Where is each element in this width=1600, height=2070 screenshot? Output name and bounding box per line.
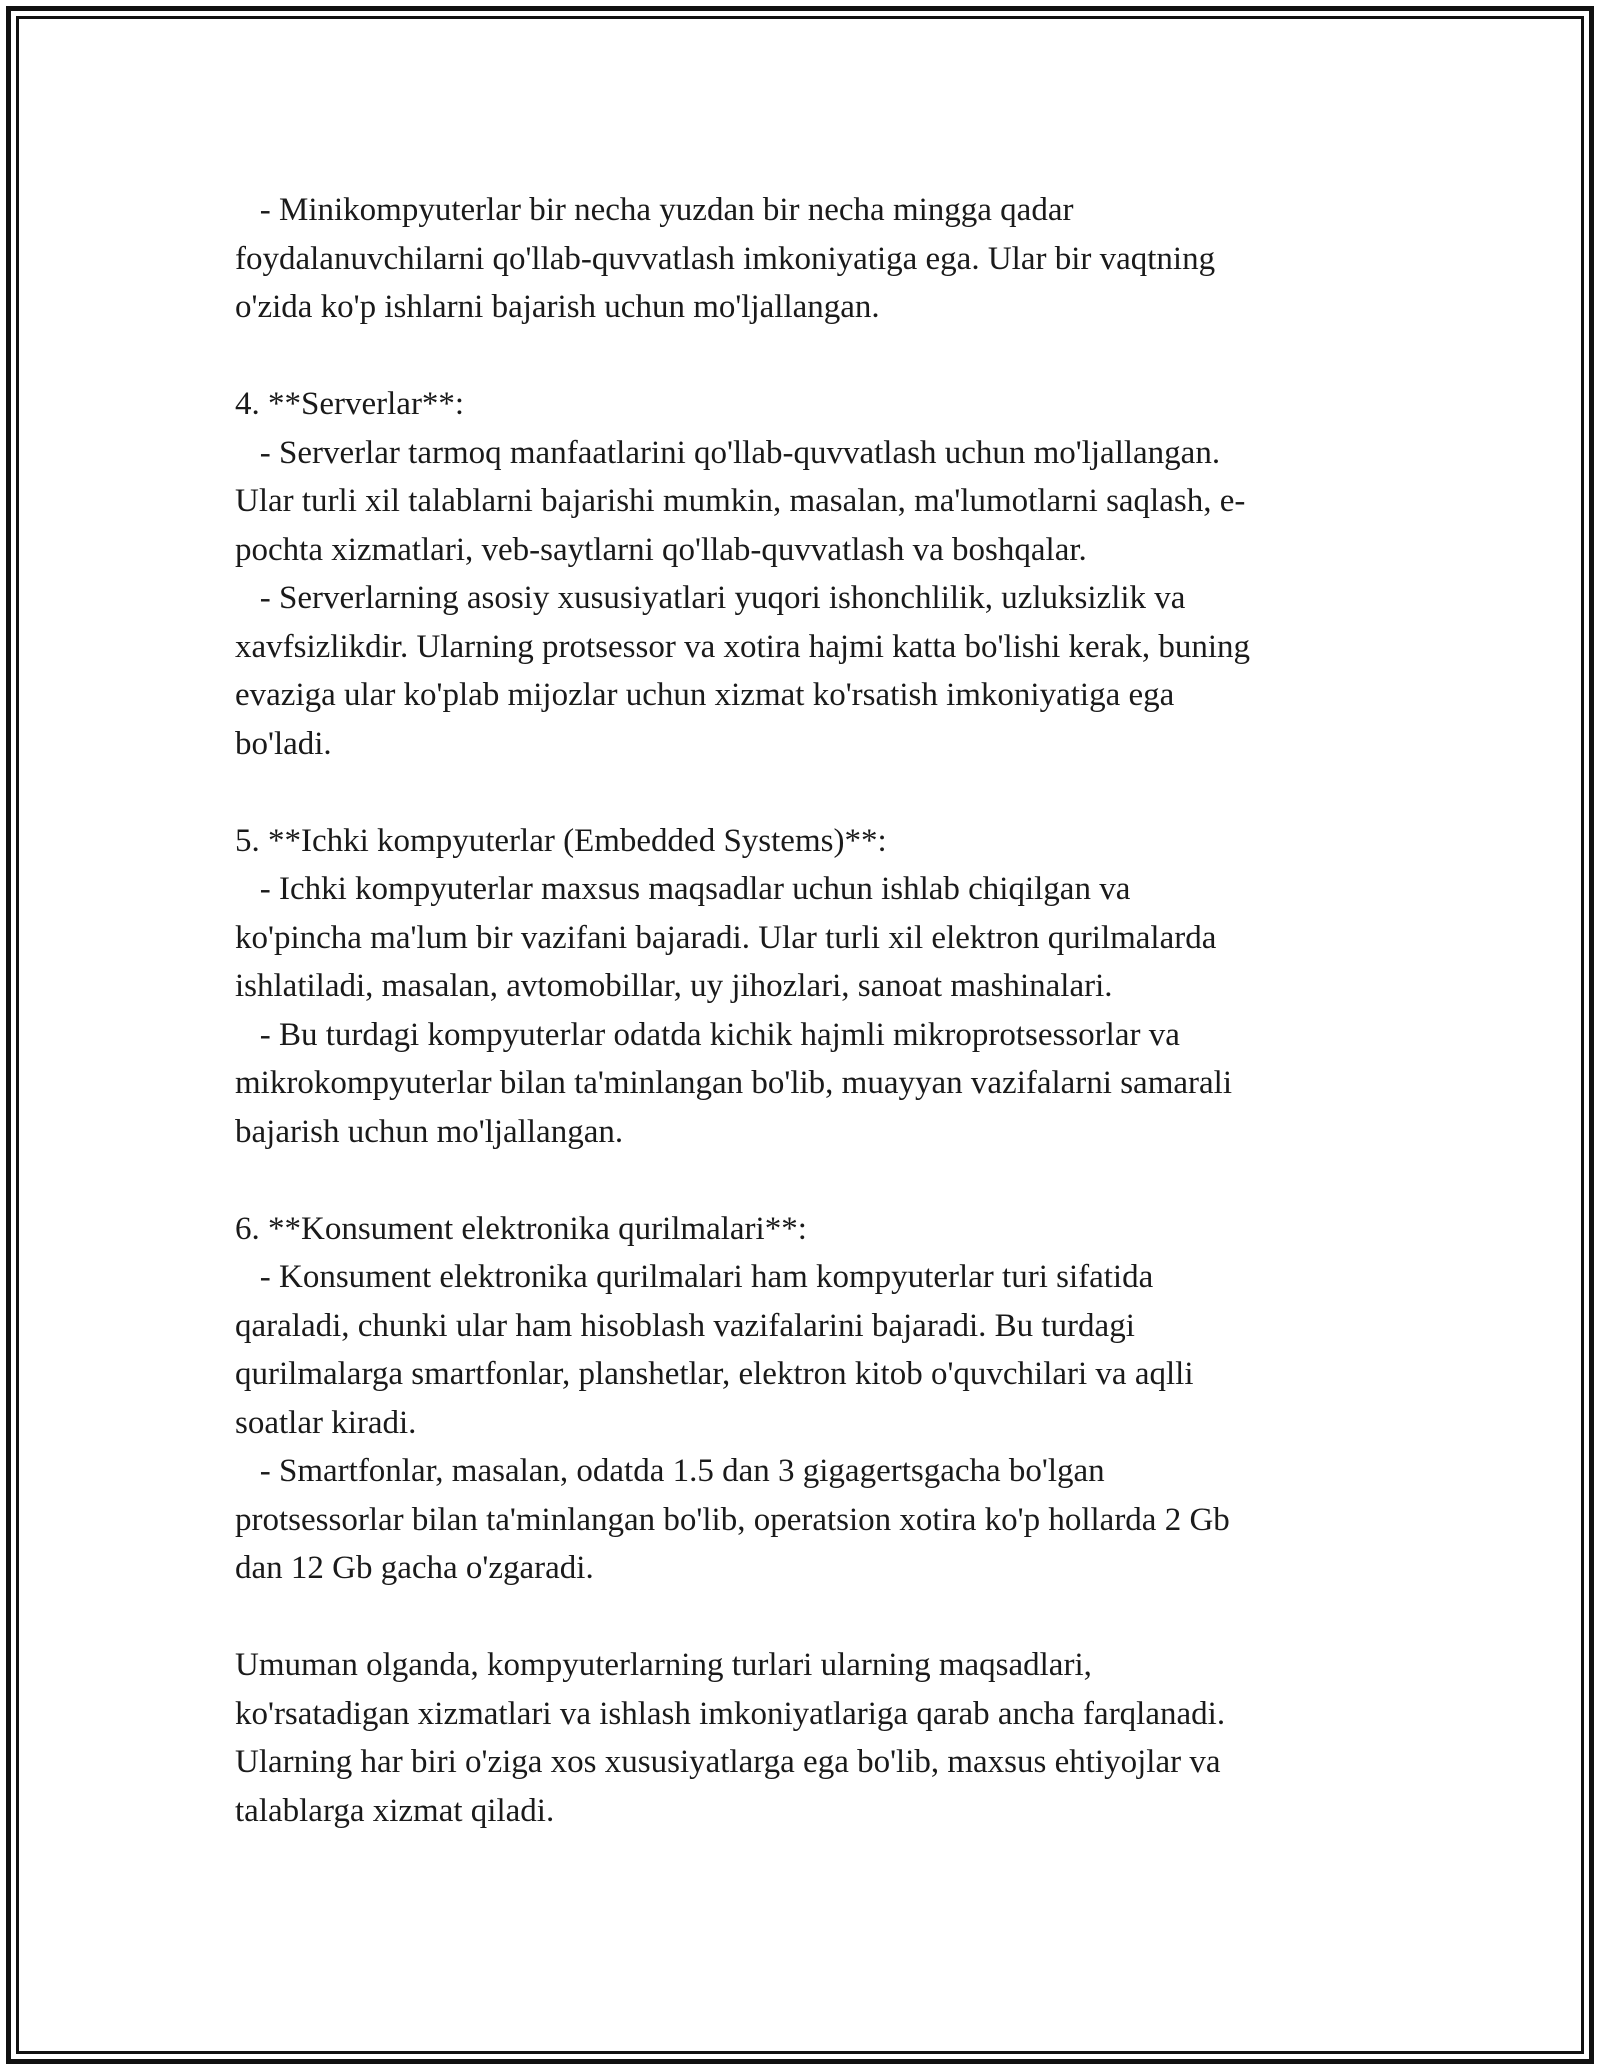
text-line: soatlar kiradi. xyxy=(235,1404,417,1441)
text-line: - Minikompyuterlar bir necha yuzdan bir necha mingga qadar xyxy=(235,192,1074,228)
text-line: qurilmalarga smartfonlar, planshetlar, elektron kitob o'quvchilari va aqlli xyxy=(235,1356,1194,1392)
text-line: - Smartfonlar, masalan, odatda 1.5 dan 3 gigagertsgacha bo'lgan xyxy=(235,1453,1105,1489)
text-line: - Bu turdagi kompyuterlar odatda kichik hajmli mikroprotsessorlar va xyxy=(235,1016,1180,1053)
paragraph xyxy=(235,1641,1385,1835)
document-body xyxy=(235,186,1385,1835)
paragraph xyxy=(235,186,1385,332)
text-line: qaraladi, chunki ular ham hisoblash vazifalarini bajaradi. Bu turdagi xyxy=(235,1307,1135,1344)
text-line: bo'ladi. xyxy=(235,725,332,762)
text-line: o'zida ko'p ishlarni bajarish uchun mo'ljallangan. xyxy=(235,289,880,325)
text-line: talablarga xizmat qiladi. xyxy=(235,1792,555,1829)
text-line: foydalanuvchilarni qo'llab-quvvatlash imkoniyatiga ega. Ular bir vaqtning xyxy=(235,240,1216,277)
text-line: - Serverlarning asosiy xususiyatlari yuqori ishonchlilik, uzluksizlik va xyxy=(235,580,1186,616)
text-line: 4. **Serverlar**: xyxy=(235,386,465,422)
text-line: Ular turli xil talablarni bajarishi mumkin, masalan, ma'lumotlarni saqlash, e- xyxy=(235,483,1246,519)
text-line: - Konsument elektronika qurilmalari ham kompyuterlar turi sifatida xyxy=(235,1259,1154,1295)
text-line: dan 12 Gb gacha o'zgaradi. xyxy=(235,1550,594,1586)
text-line: pochta xizmatlari, veb-saytlarni qo'llab-quvvatlash va boshqalar. xyxy=(235,531,1087,568)
text-line: Umuman olganda, kompyuterlarning turlari ularning maqsadlari, xyxy=(235,1647,1092,1683)
text-line: 6. **Konsument elektronika qurilmalari**: xyxy=(235,1210,807,1247)
paragraph xyxy=(235,1205,1385,1593)
text-line: 5. **Ichki kompyuterlar (Embedded Systems)**: xyxy=(235,822,887,859)
text-line: protsessorlar bilan ta'minlangan bo'lib, operatsion xotira ko'p hollarda 2 Gb xyxy=(235,1501,1230,1538)
paragraph-spacer xyxy=(235,1593,1385,1642)
text-line: ko'rsatadigan xizmatlari va ishlash imkoniyatlariga qarab ancha farqlanadi. xyxy=(235,1695,1226,1732)
paragraph-spacer xyxy=(235,768,1385,817)
text-line: ishlatiladi, masalan, avtomobillar, uy jihozlari, sanoat mashinalari. xyxy=(235,968,1113,1004)
paragraph xyxy=(235,380,1385,768)
text-line: Ularning har biri o'ziga xos xususiyatlarga ega bo'lib, maxsus ehtiyojlar va xyxy=(235,1744,1221,1780)
text-line: bajarish uchun mo'ljallangan. xyxy=(235,1113,624,1150)
text-line: - Serverlar tarmoq manfaatlarini qo'llab-quvvatlash uchun mo'ljallangan. xyxy=(235,434,1221,471)
text-line: - Ichki kompyuterlar maxsus maqsadlar uchun ishlab chiqilgan va xyxy=(235,871,1131,907)
paragraph xyxy=(235,817,1385,1157)
paragraph-spacer xyxy=(235,1156,1385,1205)
text-line: evaziga ular ko'plab mijozlar uchun xizmat ko'rsatish imkoniyatiga ega xyxy=(235,677,1175,713)
text-line: xavfsizlikdir. Ularning protsessor va xotira hajmi katta bo'lishi kerak, buning xyxy=(235,628,1250,665)
text-line: mikrokompyuterlar bilan ta'minlangan bo'lib, muayyan vazifalarni samarali xyxy=(235,1065,1232,1101)
paragraph-spacer xyxy=(235,332,1385,381)
text-line: ko'pincha ma'lum bir vazifani bajaradi. Ular turli xil elektron qurilmalarda xyxy=(235,919,1217,956)
